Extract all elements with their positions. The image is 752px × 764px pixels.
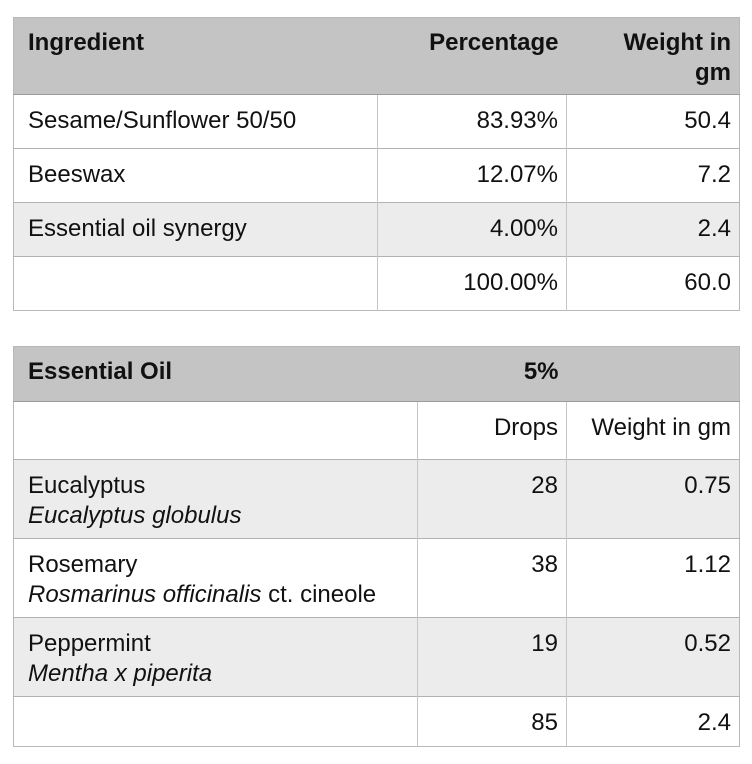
oil-row-rosemary [14, 539, 740, 618]
oil-latin-italic: Rosmarinus officinalis [28, 581, 262, 608]
subheader-drops: Drops [418, 402, 567, 460]
oil-name-cell [14, 539, 418, 618]
subheader-empty [14, 402, 418, 460]
ingredient-row-essential-oil-synergy [14, 203, 740, 257]
drops-cell: 38 [418, 539, 567, 618]
oil-name-cell [14, 697, 418, 747]
oil-weight-cell: 1.12 [567, 539, 740, 618]
ingredient-name-cell: Beeswax [14, 149, 378, 203]
essential-oil-total-row [14, 697, 740, 747]
oil-latin-name [28, 659, 409, 689]
oil-latin-italic: Mentha x piperita [28, 660, 213, 687]
ingredients-total-row [14, 257, 740, 311]
ingredients-header-row [14, 18, 740, 95]
oil-latin-italic: Eucalyptus globulus [28, 502, 242, 529]
essential-oil-subheader-row [14, 402, 740, 460]
percentage-cell: 4.00% [378, 203, 567, 257]
oil-name-cell [14, 618, 418, 697]
oil-common-name: Peppermint [28, 630, 151, 657]
ingredient-name-cell: Essential oil synergy [14, 203, 378, 257]
oil-latin-name [28, 580, 409, 610]
drops-cell: 28 [418, 460, 567, 539]
weight-cell: 2.4 [567, 203, 740, 257]
essential-oil-table [13, 346, 740, 747]
header-ingredient: Ingredient [14, 18, 378, 95]
drops-total-cell: 85 [418, 697, 567, 747]
oil-latin-suffix: ct. cineole [261, 581, 377, 608]
weight-total-cell: 60.0 [567, 257, 740, 311]
oil-weight-cell: 0.75 [567, 460, 740, 539]
subheader-weight-in-gm: Weight in gm [567, 402, 740, 460]
percentage-total-cell: 100.00% [378, 257, 567, 311]
essential-oil-header-empty [567, 347, 740, 402]
ingredients-table [13, 17, 740, 311]
ingredient-name-cell: Sesame/Sunflower 50/50 [28, 107, 297, 134]
essential-oil-title: Essential Oil [14, 347, 418, 402]
oil-latin-name [28, 501, 409, 531]
ingredient-row-beeswax [14, 149, 740, 203]
oil-name-cell [14, 460, 418, 539]
oil-weight-cell: 0.52 [567, 618, 740, 697]
weight-cell: 50.4 [567, 95, 740, 149]
percentage-cell: 12.07% [378, 149, 567, 203]
oil-row-peppermint [14, 618, 740, 697]
oil-weight-total-cell: 2.4 [567, 697, 740, 747]
ingredient-name-cell [14, 257, 378, 311]
essential-oil-percent: 5% [418, 347, 567, 402]
header-weight-in-gm-label: Weight in gm [623, 29, 731, 86]
oil-row-eucalyptus [14, 460, 740, 539]
essential-oil-header-row [14, 347, 740, 402]
oil-common-name: Rosemary [28, 551, 138, 578]
ingredient-row-sesame-sunflower [14, 95, 740, 149]
weight-cell: 7.2 [567, 149, 740, 203]
drops-cell: 19 [418, 618, 567, 697]
percentage-cell: 83.93% [378, 95, 567, 149]
header-percentage: Percentage [378, 18, 567, 95]
header-weight-in-gm [567, 18, 740, 95]
oil-common-name: Eucalyptus [28, 472, 146, 499]
